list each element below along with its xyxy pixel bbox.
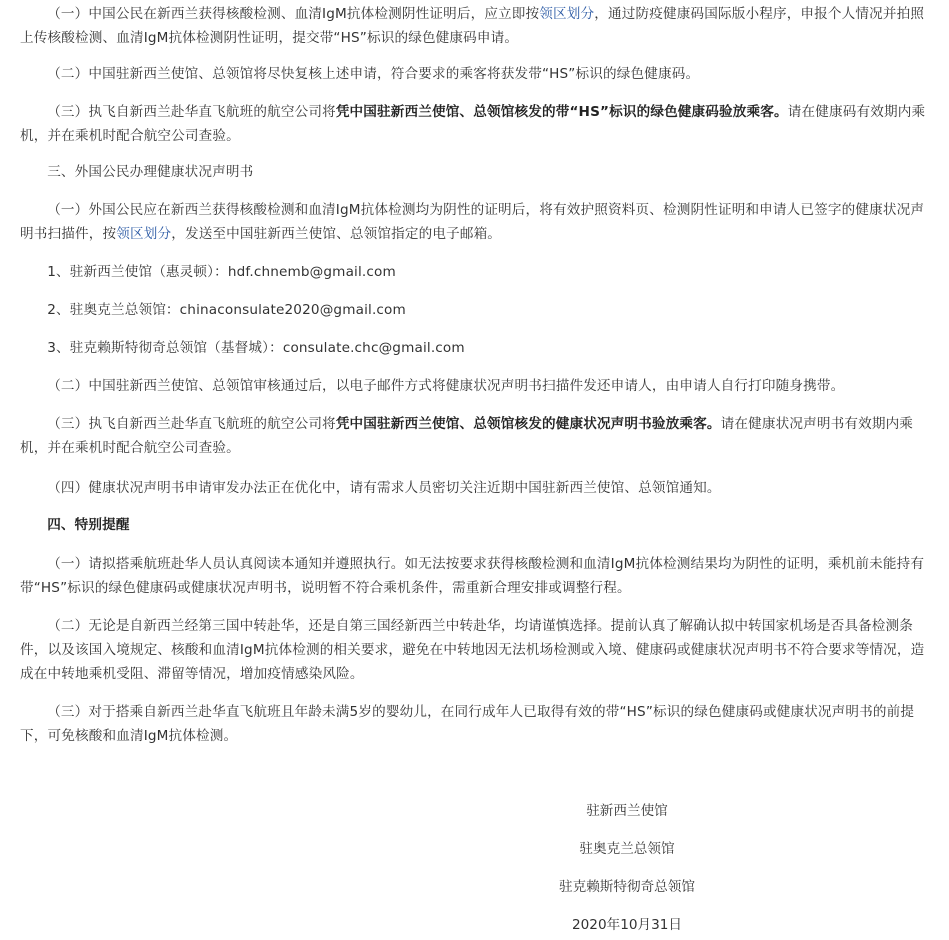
paragraph-s2-1 — [20, 2, 928, 50]
jurisdiction-link[interactable]: 领区划分 — [539, 6, 595, 22]
paragraph-s3-4: （四）健康状况声明书申请审发办法正在优化中，请有需求人员密切关注近期中国驻新西兰使馆、总领馆通知。 — [47, 480, 721, 496]
paragraph-text: 请在健康状况声明书有效期内乘机，并在乘机时配合航空公司查验。 — [20, 416, 914, 456]
paragraph-s3-3 — [20, 412, 928, 460]
jurisdiction-link[interactable]: 领区划分 — [116, 226, 172, 242]
bold-text: 凭中国驻新西兰使馆、总领馆核发的健康状况声明书验放乘客。 — [335, 416, 721, 432]
paragraph-text: （三）执飞自新西兰赴华直飞航班的航空公司将 — [47, 104, 336, 120]
paragraph-text: （三）执飞自新西兰赴华直飞航班的航空公司将 — [47, 416, 336, 432]
paragraph-s3-2: （二）中国驻新西兰使馆、总领馆审核通过后，以电子邮件方式将健康状况声明书扫描件发还申请人，由申请人自行打印随身携带。 — [47, 378, 845, 394]
section-3-heading: 三、外国公民办理健康状况声明书 — [47, 164, 254, 180]
section-4-heading: 四、特别提醒 — [47, 517, 130, 533]
signature-auckland: 驻奥克兰总领馆 — [579, 841, 675, 857]
paragraph-text: （一）中国公民在新西兰获得核酸检测、血清IgM抗体检测阴性证明后，应立即按 — [47, 6, 540, 22]
paragraph-s2-3 — [20, 100, 928, 148]
paragraph-s4-2: （二）无论是自新西兰经第三国中转赴华，还是自第三国经新西兰中转赴华，均请谨慎选择。提前认真了解确认拟中转国家机场是否具备检测条件，以及该国入境规定、核酸和血清IgM抗体检测的相关要求，避免在中转地因无法机场检测或入境、健康码或健康状况声明书不符合要求等情况，造成在中转地乘机受阻、滞留等情况，增加疫情感染风险。 — [20, 618, 925, 682]
paragraph-s4-3: （三）对于搭乘自新西兰赴华直飞航班且年龄未满5岁的婴幼儿，在同行成年人已取得有效的带“HS”标识的绿色健康码或健康状况声明书的前提下，可免核酸和血清IgM抗体检测。 — [20, 704, 915, 744]
paragraph-text: ，通过防疫健康码国际版小程序，申报个人情况并拍照上传核酸检测、血清IgM抗体检测阴性证明，提交带“HS”标识的绿色健康码申请。 — [20, 6, 925, 46]
signature-embassy: 驻新西兰使馆 — [586, 803, 668, 819]
paragraph-text: ，发送至中国驻新西兰使馆、总领馆指定的电子邮箱。 — [171, 226, 502, 242]
paragraph-text: （一）外国公民应在新西兰获得核酸检测和血清IgM抗体检测均为阴性的证明后，将有效护照资料页、检测阴性证明和申请人已签字的健康状况声明书扫描件，按 — [20, 202, 925, 242]
paragraph-s4-1: （一）请拟搭乘航班赴华人员认真阅读本通知并遵照执行。如无法按要求获得核酸检测和血清IgM抗体检测结果均为阴性的证明，乘机前未能持有带“HS”标识的绿色健康码或健康状况声明书，说明暂不符合乘机条件，需重新合理安排或调整行程。 — [20, 556, 925, 596]
paragraph-s2-2: （二）中国驻新西兰使馆、总领馆将尽快复核上述申请，符合要求的乘客将获发带“HS”标识的绿色健康码。 — [47, 66, 700, 82]
paragraph-s3-1 — [20, 198, 928, 246]
bold-text: 凭中国驻新西兰使馆、总领馆核发的带“HS”标识的绿色健康码验放乘客。 — [335, 104, 788, 120]
email-item-auckland: 2、驻奥克兰总领馆：chinaconsulate2020@gmail.com — [47, 302, 406, 318]
email-item-christchurch: 3、驻克赖斯特彻奇总领馆（基督城）：consulate.chc@gmail.com — [47, 340, 465, 356]
paragraph-text: 请在健康码有效期内乘机，并在乘机时配合航空公司查验。 — [20, 104, 926, 144]
signature-date: 2020年10月31日 — [572, 917, 682, 933]
signature-christchurch: 驻克赖斯特彻奇总领馆 — [559, 879, 695, 895]
email-item-wellington: 1、驻新西兰使馆（惠灵顿）：hdf.chnemb@gmail.com — [47, 264, 396, 280]
